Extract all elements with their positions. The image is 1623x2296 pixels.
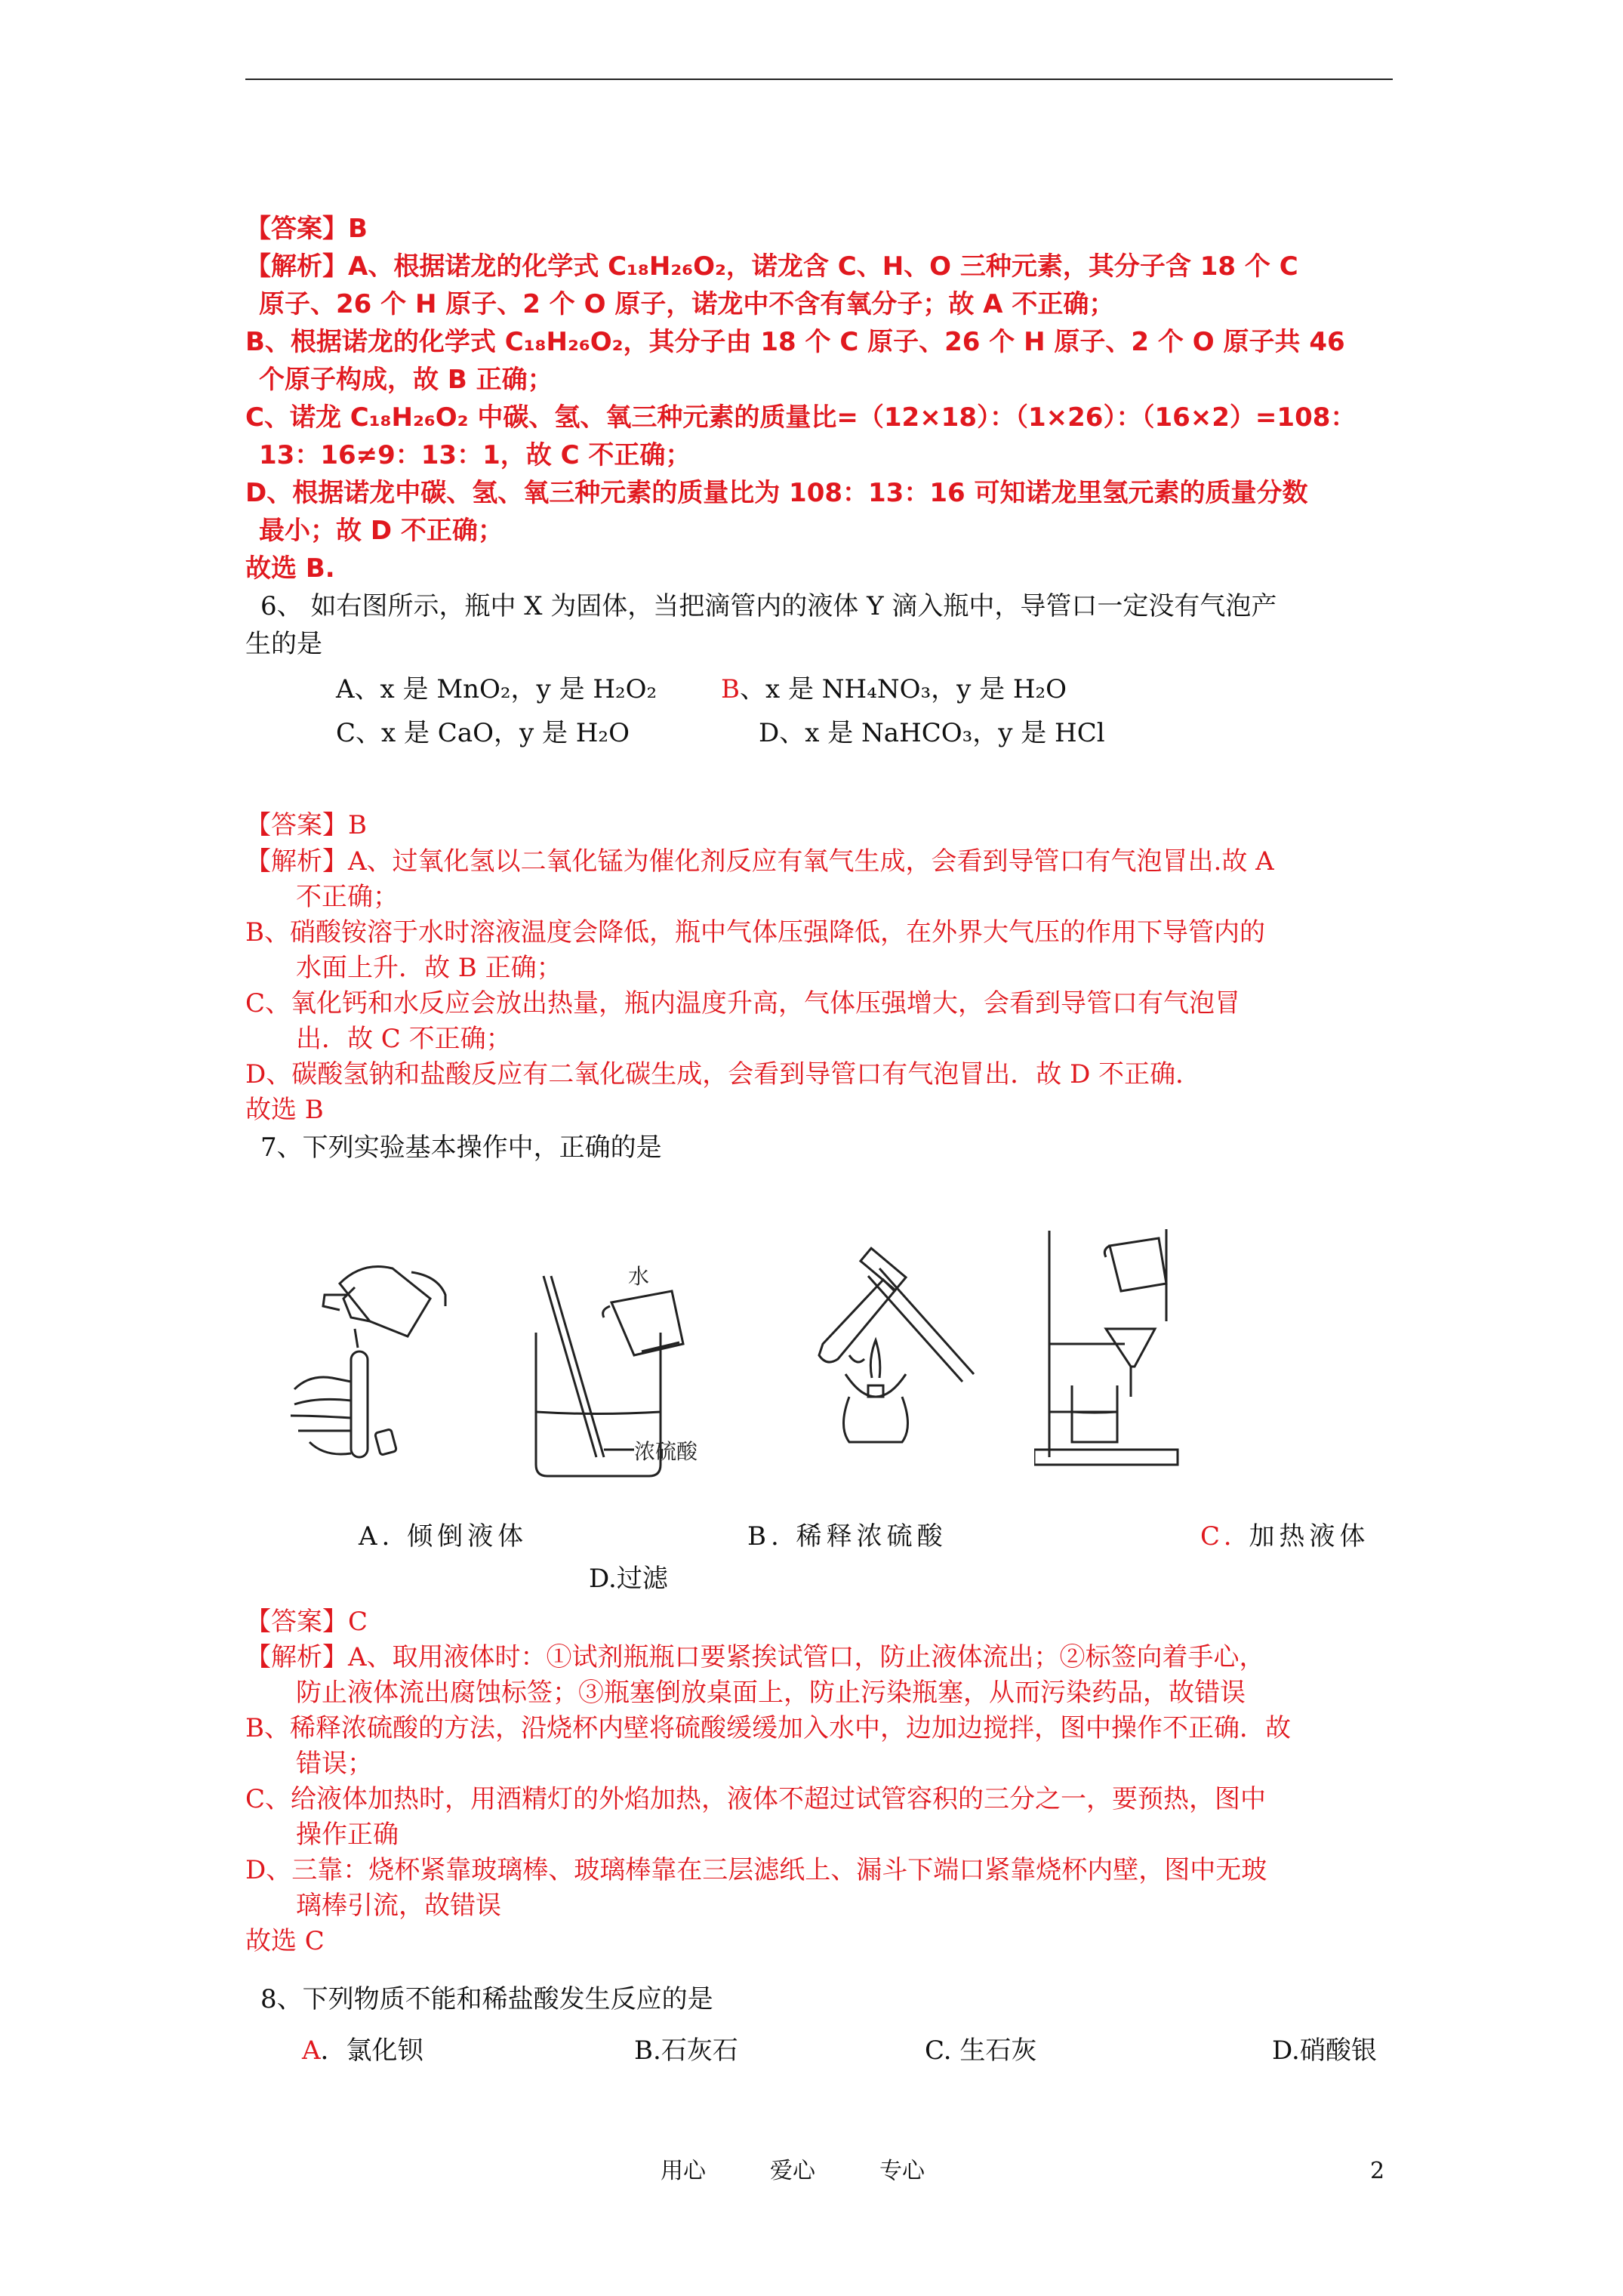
figure-heating-liquid <box>793 1246 989 1472</box>
caption-b: B. 稀释浓硫酸 <box>747 1521 947 1552</box>
q6-analysis-a-2: 不正确； <box>296 882 399 912</box>
q8-option-a: A．氯化钡 <box>302 2036 423 2066</box>
q5-analysis-c-2: 13：16≠9：13：1，故 C 不正确； <box>259 440 691 470</box>
q5-analysis-a-2: 原子、26 个 H 原子、2 个 O 原子，诺龙中不含有氧分子；故 A 不正确； <box>259 289 1115 319</box>
caption-d: D.过滤 <box>589 1564 668 1594</box>
caption-c: C. 加热液体 <box>1200 1521 1370 1552</box>
label-concentrated-acid: 浓硫酸 <box>634 1439 698 1464</box>
q6-option-c: C、x 是 CaO，y 是 H₂O <box>336 718 630 748</box>
q7-analysis-a-1: 【解析】A、取用液体时：①试剂瓶瓶口要紧挨试管口，防止液体流出；②标签向着手心， <box>245 1642 1265 1672</box>
q7-analysis-b-1: B、稀释浓硫酸的方法，沿烧杯内壁将硫酸缓缓加入水中，边加边搅拌，图中操作不正确．故 <box>245 1713 1291 1743</box>
q7-analysis-d-1: D、三靠：烧杯紧靠玻璃棒、玻璃棒靠在三层滤纸上、漏斗下端口紧靠烧杯内壁，图中无玻 <box>245 1855 1267 1885</box>
q5-analysis-a-1: 【解析】A、根据诺龙的化学式 C₁₈H₂₆O₂，诺龙含 C、H、O 三种元素，其分子含 18 个 C <box>245 251 1298 282</box>
q6-conclusion: 故选 B <box>245 1095 324 1125</box>
q6-option-a: A、x 是 MnO₂，y 是 H₂O₂ <box>336 674 658 704</box>
q8-stem: 8、下列物质不能和稀盐酸发生反应的是 <box>260 1984 713 2014</box>
q6-stem-2: 生的是 <box>245 629 322 659</box>
q6-answer: 【答案】B <box>245 810 367 840</box>
q5-conclusion: 故选 B. <box>245 553 335 584</box>
q7-analysis-d-2: 璃棒引流，故错误 <box>296 1891 501 1921</box>
q7-analysis-c-2: 操作正确 <box>296 1820 399 1850</box>
q6-stem-1: 6、 如右图所示，瓶中 X 为固体，当把滴管内的液体 Y 滴入瓶中，导管口一定没有气泡产 <box>260 591 1277 621</box>
q7-conclusion: 故选 C <box>245 1926 325 1956</box>
q7-analysis-a-2: 防止液体流出腐蚀标签；③瓶塞倒放桌面上，防止污染瓶塞，从而污染药品，故错误 <box>296 1678 1246 1708</box>
q6-analysis-b-1: B、硝酸铵溶于水时溶液温度会降低，瓶中气体压强降低，在外界大气压的作用下导管内的 <box>245 917 1265 948</box>
q6-analysis-c-1: C、氧化钙和水反应会放出热量，瓶内温度升高，气体压强增大，会看到导管口有气泡冒 <box>245 988 1241 1019</box>
q7-analysis-b-2: 错误； <box>296 1749 373 1779</box>
q7-analysis-c-1: C、给液体加热时，用酒精灯的外焰加热，液体不超过试管容积的三分之一，要预热，图中 <box>245 1784 1267 1814</box>
footer-text-1: 用心 <box>661 2158 706 2184</box>
q6-analysis-c-2: 出．故 C 不正确； <box>296 1024 512 1054</box>
q6-analysis-a-1: 【解析】A、过氧化氢以二氧化锰为催化剂反应有氧气生成，会看到导管口有气泡冒出.故 A <box>245 846 1274 877</box>
q7-stem: 7、下列实验基本操作中，正确的是 <box>260 1133 662 1163</box>
q7-answer: 【答案】C <box>245 1607 368 1637</box>
footer-text-3: 专心 <box>879 2158 925 2184</box>
figure-pouring-liquid <box>279 1253 453 1465</box>
q6-option-d: D、x 是 NaHCO₃，y 是 HCl <box>759 718 1105 748</box>
q8-option-d: D.硝酸银 <box>1272 2036 1377 2066</box>
page-number: 2 <box>1370 2158 1385 2184</box>
q5-analysis-b-2: 个原子构成，故 B 正确； <box>259 365 553 395</box>
q6-analysis-b-2: 水面上升．故 B 正确； <box>296 953 562 983</box>
q6-analysis-d-1: D、碳酸氢钠和盐酸反应有二氧化碳生成，会看到导管口有气泡冒出．故 D 不正确． <box>245 1059 1202 1089</box>
caption-a: A. 倾倒液体 <box>359 1521 528 1552</box>
q5-analysis-d-1: D、根据诺龙中碳、氢、氧三种元素的质量比为 108：13：16 可知诺龙里氢元素的质量分数 <box>245 478 1308 508</box>
q5-analysis-d-2: 最小；故 D 不正确； <box>259 516 504 546</box>
figure-diluting-acid <box>521 1261 770 1487</box>
q8-option-c: C. 生石灰 <box>925 2036 1037 2066</box>
q8-option-b: B.石灰石 <box>634 2036 738 2066</box>
q5-answer: 【答案】B <box>245 214 368 244</box>
label-water: 水 <box>628 1264 650 1289</box>
q6-option-b: B、x 是 NH₄NO₃，y 是 H₂O <box>721 674 1067 704</box>
q5-analysis-c-1: C、诺龙 C₁₈H₂₆O₂ 中碳、氢、氧三种元素的质量比=（12×18）：（1×26）：（16×2）=108： <box>245 402 1357 433</box>
figure-filtration <box>1034 1223 1185 1472</box>
footer-text-2: 爱心 <box>770 2158 815 2184</box>
header-rule <box>245 79 1393 80</box>
q5-analysis-b-1: B、根据诺龙的化学式 C₁₈H₂₆O₂，其分子由 18 个 C 原子、26 个 H 原子、2 个 O 原子共 46 <box>245 327 1345 357</box>
